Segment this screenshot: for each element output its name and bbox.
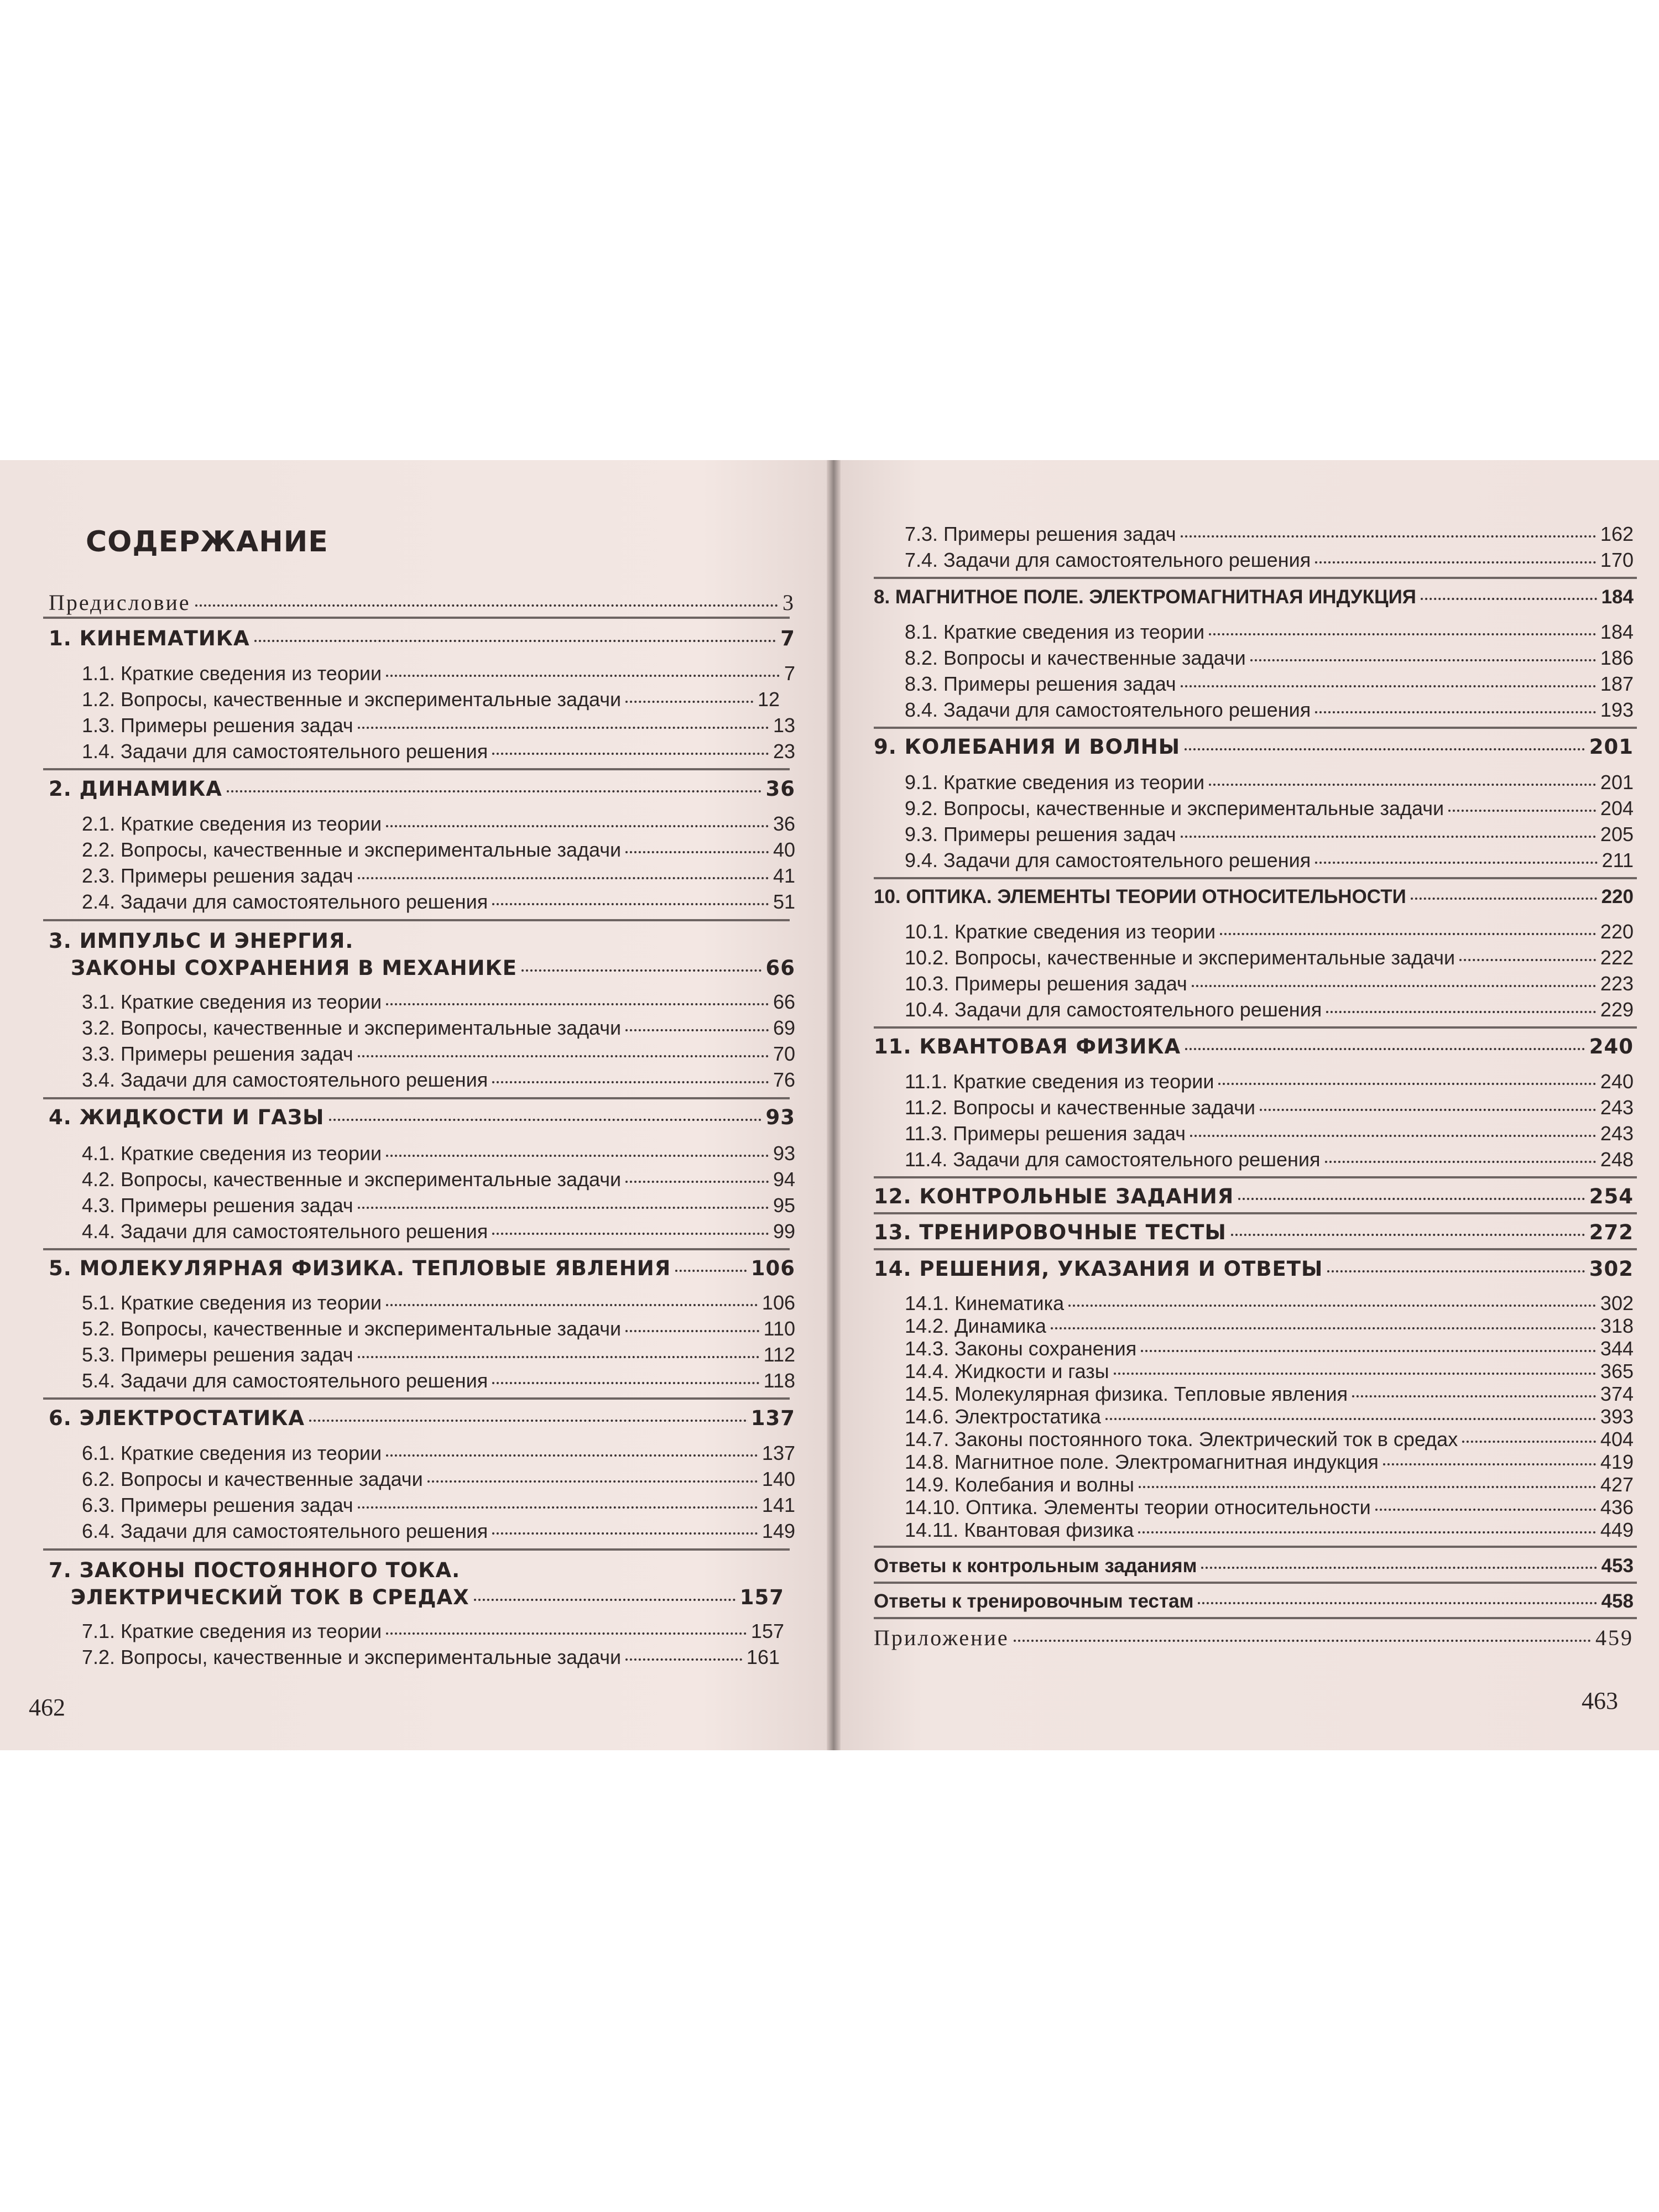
separator — [43, 1248, 790, 1250]
toc-chapter: 4. ЖИДКОСТИ И ГАЗЫ 93 — [49, 1105, 795, 1129]
toc-section: 11.2. Вопросы и качественные задачи 243 — [905, 1096, 1634, 1119]
toc-section: 11.1. Краткие сведения из теории 240 — [905, 1070, 1634, 1093]
toc-section: 6.1. Краткие сведения из теории 137 — [82, 1442, 795, 1464]
toc-chapter: 14. РЕШЕНИЯ, УКАЗАНИЯ И ОТВЕТЫ 302 — [874, 1257, 1634, 1281]
left-page — [0, 460, 827, 1750]
toc-section: 11.3. Примеры решения задач 243 — [905, 1122, 1634, 1145]
toc-section: 8.1. Краткие сведения из теории 184 — [905, 620, 1634, 643]
toc-section: 1.4. Задачи для самостоятельного решения 23 — [82, 740, 795, 763]
separator — [874, 877, 1637, 879]
toc-section: 9.4. Задачи для самостоятельного решения 211 — [905, 849, 1634, 872]
toc-chapter: 8. МАГНИТНОЕ ПОЛЕ. ЭЛЕКТРОМАГНИТНАЯ ИНДУКЦИЯ 184 — [874, 586, 1634, 608]
toc-section: 3.1. Краткие сведения из теории 66 — [82, 990, 795, 1013]
separator — [874, 727, 1637, 729]
toc-entry-answers-control: Ответы к контрольным заданиям 453 — [874, 1555, 1634, 1577]
toc-section: 14.6. Электростатика 393 — [905, 1405, 1634, 1428]
toc-entry-appendix: Приложение 459 — [874, 1625, 1634, 1650]
toc-section: 9.1. Краткие сведения из теории 201 — [905, 771, 1634, 794]
separator — [43, 1548, 790, 1551]
separator — [43, 919, 790, 921]
toc-chapter: 13. ТРЕНИРОВОЧНЫЕ ТЕСТЫ 272 — [874, 1220, 1634, 1244]
toc-chapter: 2. ДИНАМИКА 36 — [49, 777, 795, 801]
toc-section: 14.10. Оптика. Элементы теории относительности 436 — [905, 1496, 1634, 1519]
toc-section: 14.11. Квантовая физика 449 — [905, 1519, 1634, 1541]
right-page — [841, 460, 1659, 1750]
toc-section: 7.3. Примеры решения задач 162 — [905, 523, 1634, 545]
toc-section: 14.2. Динамика 318 — [905, 1314, 1634, 1337]
page-title: СОДЕРЖАНИЕ — [86, 525, 328, 559]
separator — [43, 1397, 790, 1400]
toc-section: 10.2. Вопросы, качественные и экспериментальные задачи 222 — [905, 946, 1634, 969]
separator — [874, 1582, 1637, 1584]
toc-section: 1.1. Краткие сведения из теории 7 — [82, 662, 795, 685]
toc-chapter: ЭЛЕКТРИЧЕСКИЙ ТОК В СРЕДАХ 157 — [71, 1585, 784, 1609]
toc-section: 4.1. Краткие сведения из теории 93 — [82, 1142, 795, 1165]
toc-section: 8.2. Вопросы и качественные задачи 186 — [905, 646, 1634, 669]
toc-section: 7.1. Краткие сведения из теории 157 — [82, 1620, 784, 1642]
toc-chapter: ЗАКОНЫ СОХРАНЕНИЯ В МЕХАНИКЕ 66 — [71, 956, 795, 980]
toc-section: 8.4. Задачи для самостоятельного решения 193 — [905, 698, 1634, 721]
toc-section: 5.4. Задачи для самостоятельного решения 118 — [82, 1369, 795, 1392]
toc-section: 9.2. Вопросы, качественные и экспериментальные задачи 204 — [905, 797, 1634, 820]
toc-section: 10.3. Примеры решения задач 223 — [905, 972, 1634, 995]
toc-section: 3.2. Вопросы, качественные и экспериментальные задачи 69 — [82, 1016, 795, 1039]
book-gutter — [827, 460, 841, 1750]
separator — [874, 1546, 1637, 1548]
toc-chapter: 1. КИНЕМАТИКА 7 — [49, 627, 795, 650]
toc-section: 1.3. Примеры решения задач 13 — [82, 714, 795, 737]
toc-section: 1.2. Вопросы, качественные и экспериментальные задачи 12 — [82, 688, 780, 711]
toc-section: 5.1. Краткие сведения из теории 106 — [82, 1291, 795, 1314]
toc-section: 14.3. Законы сохранения 344 — [905, 1337, 1634, 1360]
page-number: 463 — [1582, 1687, 1618, 1714]
separator — [874, 1176, 1637, 1178]
separator — [874, 1248, 1637, 1250]
separator — [43, 617, 790, 619]
book-spread — [0, 460, 1659, 1750]
toc-chapter-line1: 7. ЗАКОНЫ ПОСТОЯННОГО ТОКА. — [49, 1558, 461, 1582]
toc-section: 7.4. Задачи для самостоятельного решения 170 — [905, 549, 1634, 571]
toc-section: 5.3. Примеры решения задач 112 — [82, 1343, 795, 1366]
page-number: 462 — [29, 1694, 65, 1721]
toc-section: 4.2. Вопросы, качественные и экспериментальные задачи 94 — [82, 1168, 795, 1191]
toc-section: 2.4. Задачи для самостоятельного решения 51 — [82, 890, 795, 913]
toc-section: 14.5. Молекулярная физика. Тепловые явления 374 — [905, 1383, 1634, 1405]
toc-section: 6.2. Вопросы и качественные задачи 140 — [82, 1468, 795, 1490]
toc-section: 11.4. Задачи для самостоятельного решения 248 — [905, 1148, 1634, 1171]
toc-section: 14.9. Колебания и волны 427 — [905, 1473, 1634, 1496]
toc-chapter-line1: 3. ИМПУЛЬС И ЭНЕРГИЯ. — [49, 929, 354, 953]
toc-section: 8.3. Примеры решения задач 187 — [905, 672, 1634, 695]
separator — [874, 1026, 1637, 1029]
toc-section: 14.4. Жидкости и газы 365 — [905, 1360, 1634, 1383]
toc-section: 3.3. Примеры решения задач 70 — [82, 1042, 795, 1065]
toc-chapter: 6. ЭЛЕКТРОСТАТИКА 137 — [49, 1406, 795, 1430]
separator — [43, 768, 790, 770]
toc-chapter: 11. КВАНТОВАЯ ФИЗИКА 240 — [874, 1035, 1634, 1058]
toc-section: 14.8. Магнитное поле. Электромагнитная индукция 419 — [905, 1451, 1634, 1473]
toc-section: 14.7. Законы постоянного тока. Электрический ток в средах 404 — [905, 1428, 1634, 1451]
toc-section: 2.2. Вопросы, качественные и экспериментальные задачи 40 — [82, 838, 795, 861]
toc-section: 7.2. Вопросы, качественные и экспериментальные задачи 161 — [82, 1646, 780, 1668]
toc-chapter: 12. КОНТРОЛЬНЫЕ ЗАДАНИЯ 254 — [874, 1185, 1634, 1208]
toc-entry-preface: Предисловие 3 — [49, 590, 795, 615]
toc-section: 2.3. Примеры решения задач 41 — [82, 864, 795, 887]
toc-section: 3.4. Задачи для самостоятельного решения 76 — [82, 1068, 795, 1091]
toc-chapter: 5. МОЛЕКУЛЯРНАЯ ФИЗИКА. ТЕПЛОВЫЕ ЯВЛЕНИЯ 106 — [49, 1256, 795, 1280]
separator — [874, 1212, 1637, 1214]
toc-chapter: 10. ОПТИКА. ЭЛЕМЕНТЫ ТЕОРИИ ОТНОСИТЕЛЬНОСТИ 220 — [874, 886, 1634, 907]
toc-section: 6.3. Примеры решения задач 141 — [82, 1494, 795, 1516]
separator — [43, 1097, 790, 1099]
toc-section: 2.1. Краткие сведения из теории 36 — [82, 812, 795, 835]
separator — [874, 1617, 1637, 1619]
toc-section: 4.3. Примеры решения задач 95 — [82, 1194, 795, 1217]
toc-entry-answers-tests: Ответы к тренировочным тестам 458 — [874, 1590, 1634, 1612]
toc-section: 4.4. Задачи для самостоятельного решения 99 — [82, 1220, 795, 1243]
toc-section: 5.2. Вопросы, качественные и экспериментальные задачи 110 — [82, 1317, 795, 1340]
toc-section: 14.1. Кинематика 302 — [905, 1292, 1634, 1314]
toc-section: 6.4. Задачи для самостоятельного решения 149 — [82, 1520, 795, 1542]
separator — [874, 577, 1637, 579]
toc-section: 10.4. Задачи для самостоятельного решения 229 — [905, 998, 1634, 1021]
toc-section: 9.3. Примеры решения задач 205 — [905, 823, 1634, 846]
toc-section: 10.1. Краткие сведения из теории 220 — [905, 920, 1634, 943]
toc-chapter: 9. КОЛЕБАНИЯ И ВОЛНЫ 201 — [874, 735, 1634, 759]
